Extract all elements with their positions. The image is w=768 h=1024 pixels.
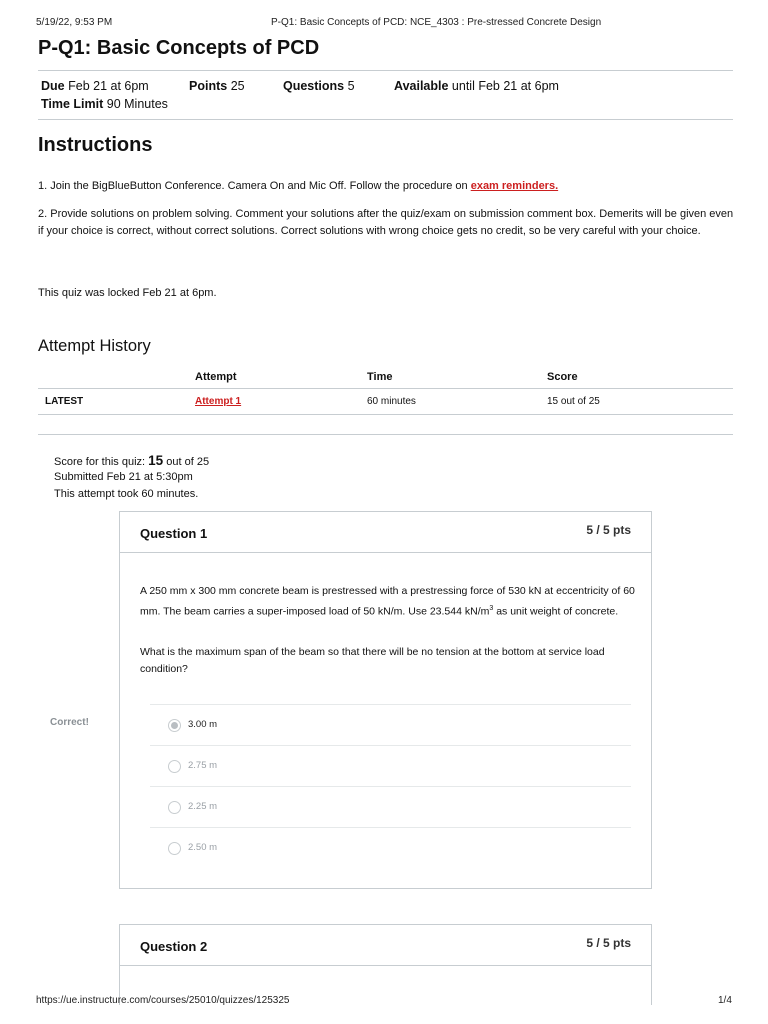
column-header-attempt: Attempt (195, 371, 237, 383)
score-prefix: Score for this quiz: (54, 456, 149, 468)
question-1-title: Question 1 (140, 526, 208, 541)
points-label: Points (189, 79, 228, 93)
instructions-heading: Instructions (38, 134, 153, 156)
locked-notice: This quiz was locked Feb 21 at 6pm. (38, 287, 217, 299)
instruction-item-2: 2. Provide solutions on problem solving. Comment your solutions after the quiz/exam on submission comment box. Demerits will be given even if your choice is correct, without correct solutions. Correct solutions with wrong choice gets no credit, so be very careful with your choice. (38, 208, 734, 237)
answer-option[interactable] (150, 704, 631, 746)
questions-meta (283, 79, 355, 93)
attempt-duration-text: This attempt took 60 minutes. (54, 488, 199, 500)
attempt-history-heading: Attempt History (38, 337, 151, 355)
radio-icon[interactable] (168, 801, 181, 814)
exam-reminders-link[interactable]: exam reminders. (470, 180, 559, 192)
answer-label: 2.50 m (188, 842, 218, 853)
answer-option[interactable] (150, 786, 631, 828)
question-1-body (140, 583, 635, 621)
available-meta (394, 79, 559, 93)
due-value: Feb 21 at 6pm (68, 79, 149, 93)
answer-label: 2.75 m (188, 760, 218, 771)
question-1-body-sup: 3 (489, 605, 494, 612)
question-1-prompt: What is the maximum span of the beam so that there will be no tension at the bottom at service load condition? (140, 646, 605, 675)
question-2-header (120, 925, 651, 966)
question-1-body-tail: as unit weight of concrete. (493, 605, 619, 618)
due-label: Due (41, 79, 65, 93)
attempt-1-link[interactable]: Attempt 1 (195, 396, 242, 407)
score-value: 15 (148, 453, 164, 468)
due-meta (41, 79, 149, 93)
attempt-score: 15 out of 25 (547, 396, 600, 407)
divider (38, 70, 733, 71)
radio-selected-icon[interactable] (168, 719, 181, 732)
print-url: https://ue.instructure.com/courses/25010/quizzes/125325 (36, 995, 290, 1006)
question-2-card (119, 924, 652, 1005)
print-datetime: 5/19/22, 9:53 PM (36, 17, 113, 28)
score-suffix: out of 25 (163, 456, 210, 468)
page-title: P-Q1: Basic Concepts of PCD (38, 37, 320, 59)
divider (38, 434, 733, 435)
table-divider (38, 388, 733, 389)
question-2-title: Question 2 (140, 939, 208, 954)
table-divider (38, 414, 733, 415)
attempt-time: 60 minutes (367, 396, 416, 407)
column-header-score: Score (547, 371, 578, 383)
questions-value: 5 (347, 79, 355, 93)
points-value: 25 (230, 79, 245, 93)
time-limit-meta (41, 97, 168, 111)
questions-label: Questions (283, 79, 345, 93)
answer-option[interactable] (150, 827, 631, 869)
score-summary (54, 453, 209, 468)
available-label: Available (394, 79, 449, 93)
question-1-points: 5 / 5 pts (586, 523, 631, 537)
time-limit-label: Time Limit (41, 97, 104, 111)
question-1-body-text: A 250 mm x 300 mm concrete beam is prestressed with a prestressing force of 530 kN at eccentricity of 60 mm. The beam carries a super-imposed load of 50 kN/m. Use 23.544 kN/m (140, 585, 635, 618)
radio-icon[interactable] (168, 760, 181, 773)
radio-icon[interactable] (168, 842, 181, 855)
available-value: until Feb 21 at 6pm (451, 79, 559, 93)
divider (38, 119, 733, 120)
print-page-number: 1/4 (718, 995, 732, 1006)
submitted-text: Submitted Feb 21 at 5:30pm (54, 471, 193, 483)
answer-option[interactable] (150, 745, 631, 787)
instruction-item-1-text: 1. Join the BigBlueButton Conference. Camera On and Mic Off. Follow the procedure on (38, 180, 471, 192)
question-2-points: 5 / 5 pts (586, 936, 631, 950)
points-meta (189, 79, 245, 93)
column-header-time: Time (367, 371, 393, 383)
question-1-card (119, 511, 652, 889)
instruction-item-1 (38, 178, 738, 195)
row-label-latest: LATEST (45, 396, 84, 407)
correct-answer-tag: Correct! (50, 717, 89, 728)
question-1-header (120, 512, 651, 553)
time-limit-value: 90 Minutes (106, 97, 168, 111)
answer-label: 2.25 m (188, 801, 218, 812)
print-doc-title: P-Q1: Basic Concepts of PCD: NCE_4303 : Pre-stressed Concrete Design (271, 17, 602, 28)
answer-label: 3.00 m (188, 719, 218, 730)
